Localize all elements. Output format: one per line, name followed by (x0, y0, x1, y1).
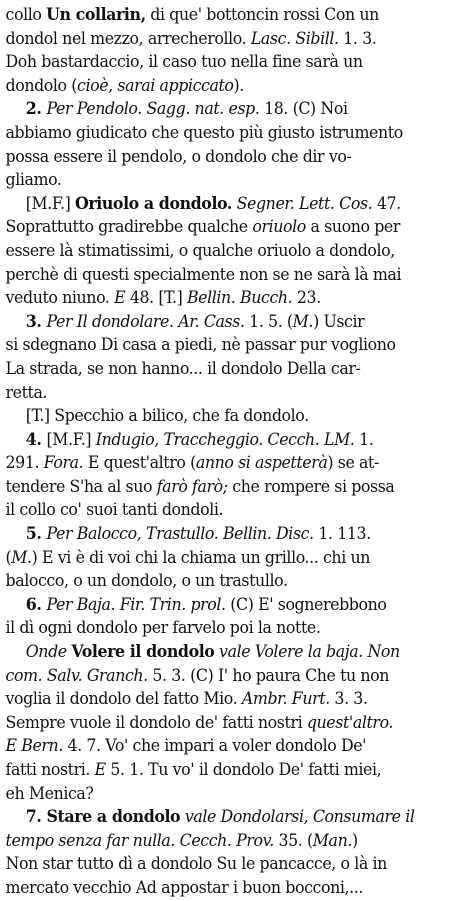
text-segment: 7. Stare a dondolo (25, 807, 181, 828)
text-line (6, 382, 465, 406)
text-segment: E Bern. (5, 736, 63, 757)
text-line (6, 28, 465, 52)
text-line (6, 830, 465, 854)
text-segment: 5. (25, 524, 47, 545)
text-line (6, 358, 465, 382)
text-segment: ) se at- (327, 453, 379, 474)
text-segment: 5. 1. Tu vo' il dondolo De' fatti miei, (105, 760, 382, 780)
text-segment: M. (292, 311, 314, 332)
text-line (6, 98, 465, 122)
text-segment: si sdegnano Di casa a piedi, nè passar pur vogliono (5, 335, 396, 356)
text-segment: 1. 5. ( (244, 311, 293, 332)
text-line (6, 240, 465, 264)
text-segment: E (94, 760, 106, 780)
text-segment: com. Salv. Granch. (5, 665, 148, 686)
text-segment: ) (351, 830, 358, 851)
text-line (6, 806, 465, 830)
text-line (6, 853, 465, 877)
text-line (6, 146, 465, 170)
text-segment: balocco, o un dondolo, o un trastullo. (5, 571, 288, 592)
text-segment: dondol nel mezzo, arrecherollo. (5, 28, 251, 49)
text-segment: anno si aspetterà (195, 453, 328, 474)
text-segment: Sempre vuole il dondolo de' fatti nostri (5, 712, 307, 733)
text-segment: Ambr. Furt. (241, 689, 330, 710)
text-segment: Un collarin, (46, 5, 146, 25)
text-segment: che rompere si possa (227, 476, 395, 497)
text-line (6, 51, 465, 75)
text-line (6, 712, 465, 736)
text-segment: 18. (C) Noi (259, 99, 348, 120)
text-segment: ). (233, 75, 244, 96)
text-segment: voglia il dondolo del fatto Mio. (5, 689, 242, 710)
text-line (6, 169, 465, 193)
text-segment: 23. (292, 288, 321, 309)
text-segment: Lasc. Sibill. (250, 28, 339, 49)
text-segment: 1. 3. (338, 28, 377, 49)
text-segment: essere là stimatissimi, o qualche oriuolo a dondolo, (5, 240, 395, 261)
text-line (6, 476, 465, 500)
text-segment: Non star tutto dì a dondolo Su le pancacce, o là in (5, 854, 387, 875)
text-segment: 35. ( (273, 830, 313, 851)
text-line (6, 4, 465, 28)
text-line (6, 594, 465, 618)
text-segment: E (114, 288, 126, 309)
text-line (6, 665, 465, 689)
text-segment: Per Pendolo. Sagg. nat. esp. (46, 99, 260, 120)
text-segment: oriuolo (252, 217, 306, 238)
text-segment: tendere S'ha al suo (5, 476, 157, 497)
text-segment: 3. 3. (329, 689, 368, 710)
text-segment: (C) E' sognerebbono (225, 594, 387, 615)
text-segment: 2. (25, 99, 47, 120)
text-segment: di que' bottoncin rossi Con un (145, 5, 379, 25)
text-segment: gliamo. (5, 170, 62, 191)
text-line (6, 617, 465, 641)
text-segment: Fora. (43, 453, 84, 474)
text-line (6, 735, 465, 759)
text-line (6, 523, 465, 547)
text-segment: perchè di questi specialmente non se ne sarà là mai (5, 264, 402, 285)
text-segment: 5. 3. (C) I' ho paura Che tu non (147, 665, 390, 686)
text-segment: [M.F.] (25, 193, 75, 214)
text-segment: vale Volere la baja. Non (219, 642, 400, 663)
text-line (6, 759, 465, 783)
text-segment: Onde (25, 642, 67, 663)
text-segment: 4. 7. Vo' che impari a voler dondolo De' (62, 736, 367, 757)
text-line (6, 877, 465, 901)
text-segment: 1. (354, 429, 374, 450)
text-segment: tempo senza far nulla. Cecch. Prov. (5, 830, 274, 851)
text-segment: vale Dondolarsi, Consumare il (184, 807, 415, 828)
text-segment: fatti nostri. (5, 760, 95, 780)
text-segment: a suono per (305, 217, 400, 238)
text-segment: [M.F.] (46, 429, 96, 450)
text-line (6, 287, 465, 311)
text-line (6, 429, 465, 453)
text-line (6, 75, 465, 99)
text-segment: veduto niuno. (5, 288, 115, 309)
text-segment: La strada, se non hanno... il dondolo Della car- (5, 358, 361, 379)
text-line (6, 547, 465, 571)
text-segment: E quest'altro ( (83, 453, 196, 474)
text-segment: 1. 113. (313, 524, 371, 545)
text-segment: Man. (312, 830, 352, 851)
text-segment: 4. (25, 429, 47, 450)
text-segment: ) Uscir (313, 311, 365, 332)
text-line (6, 783, 465, 807)
text-line (6, 122, 465, 146)
text-segment: ( (5, 547, 12, 568)
text-line (6, 334, 465, 358)
text-segment: possa essere il pendolo, o dondolo che dir vo- (5, 146, 352, 167)
text-segment: farò farò; (156, 476, 228, 497)
text-segment: Indugio, Traccheggio. Cecch. LM. (95, 429, 355, 450)
text-segment: Per Balocco, Trastullo. Bellin. Disc. (46, 524, 314, 545)
text-segment: Segner. Lett. Cos. (236, 193, 373, 214)
text-segment: Doh bastardaccio, il caso tuo nella fine sarà un (5, 52, 363, 73)
text-line (6, 641, 465, 665)
text-line (6, 216, 465, 240)
text-segment: il dì ogni dondolo per farvelo poi la notte. (5, 618, 321, 639)
text-segment: Bellin. Bucch. (186, 288, 293, 309)
text-segment: Per Baja. Fir. Trin. prol. (46, 594, 226, 615)
text-segment: collo (5, 5, 47, 25)
text-segment: il collo co' suoi tanti dondoli. (5, 500, 224, 521)
text-line (6, 264, 465, 288)
text-segment: Soprattutto gradirebbe qualche (5, 217, 253, 238)
text-segment: Oriuolo a dondolo. (74, 193, 232, 214)
text-line (6, 311, 465, 335)
text-segment: retta. (5, 382, 48, 403)
text-line (6, 499, 465, 523)
text-line (6, 688, 465, 712)
text-segment: dondolo ( (5, 75, 78, 96)
text-segment: 6. (25, 594, 47, 615)
text-segment: 3. (25, 311, 47, 332)
text-line (6, 452, 465, 476)
text-line (6, 405, 465, 429)
text-line (6, 570, 465, 594)
text-segment: quest'altro. (306, 712, 394, 733)
text-segment: 48. [T.] (125, 288, 187, 309)
text-segment: cioè, sarai appiccato (77, 75, 234, 96)
text-line (6, 193, 465, 217)
text-segment: 291. (5, 453, 44, 474)
text-segment: 47. (372, 193, 401, 214)
text-segment: abbiamo giudicato che questo più giusto istrumento (5, 122, 403, 143)
text-segment: Per Il dondolare. Ar. Cass. (46, 311, 245, 332)
text-segment: M. (11, 547, 32, 568)
text-segment: eh Menica? (5, 783, 94, 804)
text-segment: mercato vecchio Ad appostar i buon bocconi,... (5, 877, 363, 898)
text-segment: ) E vi è di voi chi la chiama un grillo... chi un (31, 547, 370, 568)
text-segment: [T.] Specchio a bilico, che fa dondolo. (25, 406, 309, 427)
text-segment: Volere il dondolo (71, 642, 215, 663)
